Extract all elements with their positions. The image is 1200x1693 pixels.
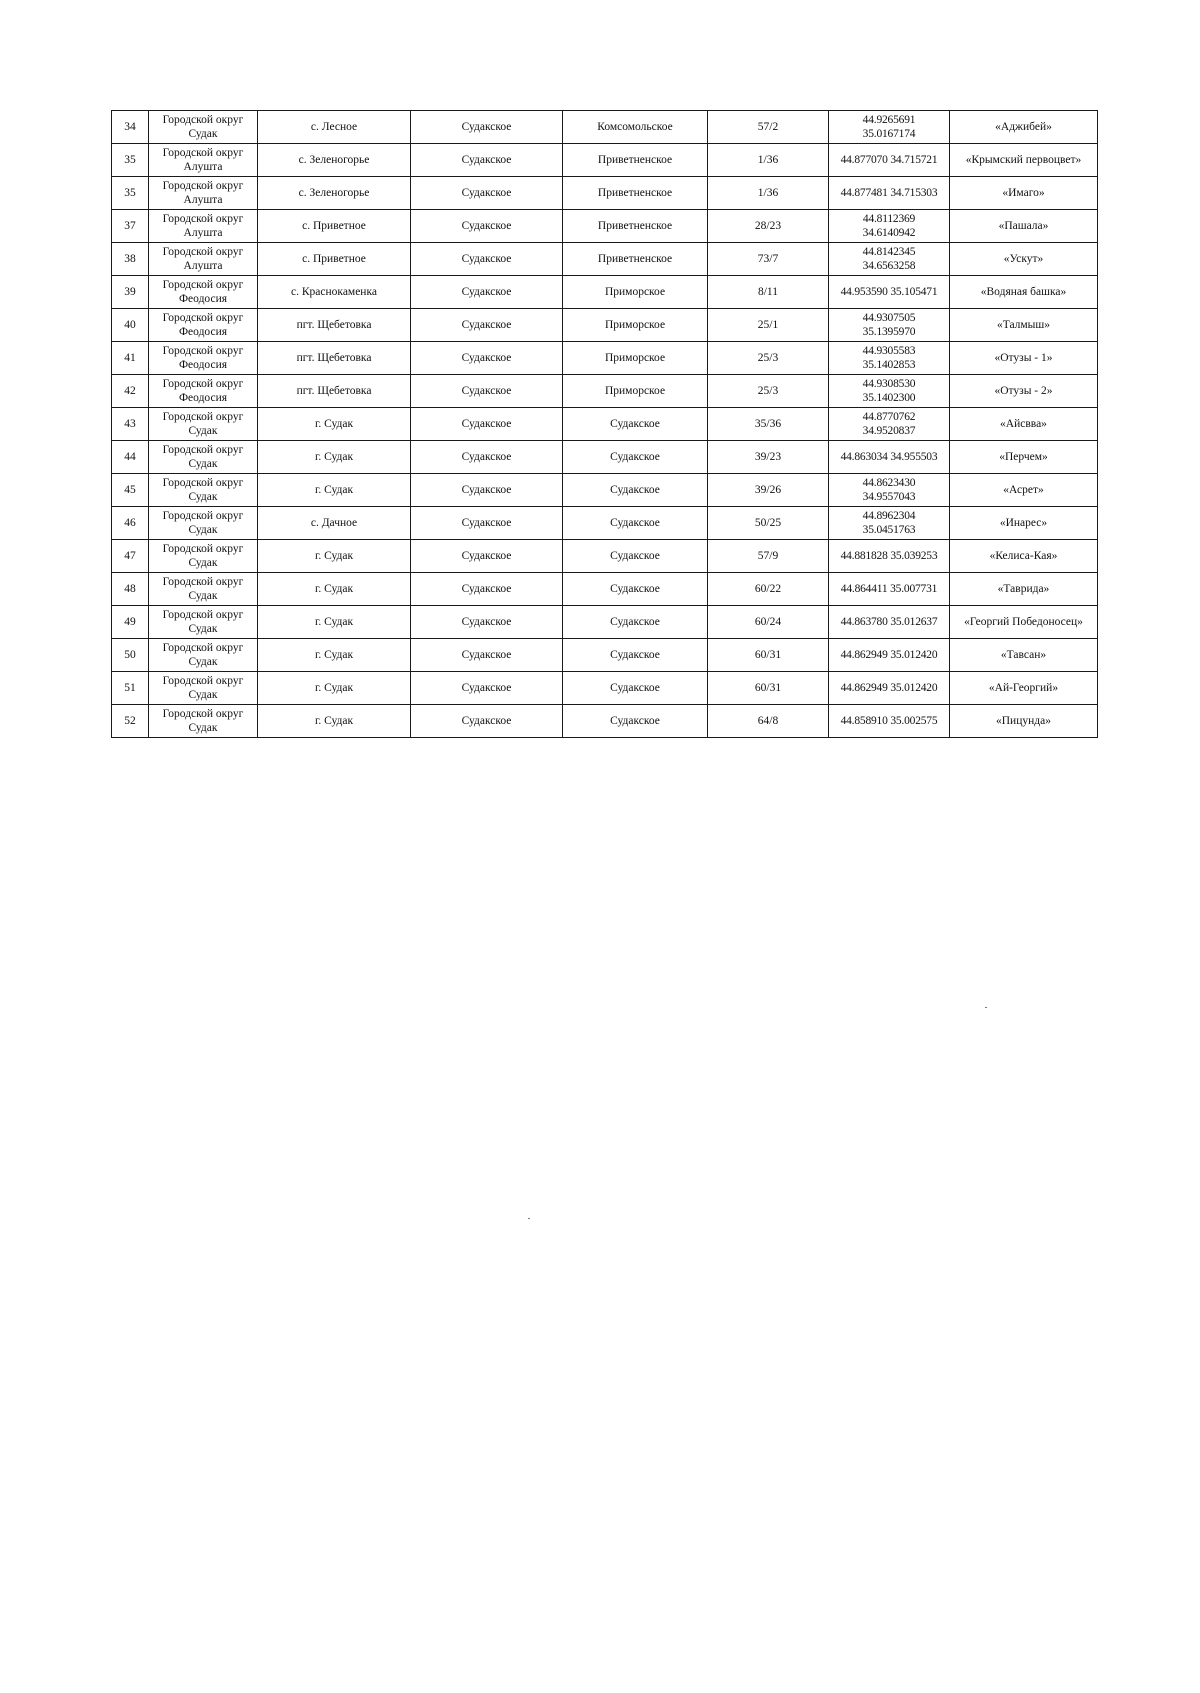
region-cell: Судакское	[411, 474, 563, 507]
block-cell: 1/36	[708, 177, 829, 210]
settlement-cell: пгт. Щебетовка	[258, 375, 411, 408]
forestry-cell: Приветненское	[563, 243, 708, 276]
district-cell-line-1: Городской округ	[162, 312, 244, 324]
district-cell	[149, 375, 258, 408]
district-cell-line-2: Алушта	[183, 227, 223, 239]
row-number: 41	[112, 342, 149, 375]
region-cell: Судакское	[411, 540, 563, 573]
coordinates-cell	[829, 672, 950, 705]
table-row	[112, 474, 1098, 507]
coordinates-cell-line-1: 44.881828 35.039253	[840, 550, 938, 562]
district-cell	[149, 672, 258, 705]
settlement-cell: пгт. Щебетовка	[258, 342, 411, 375]
row-number: 42	[112, 375, 149, 408]
district-cell-line-2: Судак	[188, 458, 218, 470]
district-cell	[149, 573, 258, 606]
forestry-cell: Судакское	[563, 540, 708, 573]
block-cell: 25/3	[708, 375, 829, 408]
coordinates-cell	[829, 540, 950, 573]
district-cell-line-1: Городской округ	[162, 345, 244, 357]
district-cell	[149, 276, 258, 309]
forestry-cell: Приморское	[563, 342, 708, 375]
coordinates-cell	[829, 639, 950, 672]
coordinates-cell-line-1: 44.9265691	[862, 114, 916, 126]
region-cell: Судакское	[411, 573, 563, 606]
region-cell: Судакское	[411, 441, 563, 474]
coordinates-cell-line-2: 35.1395970	[862, 326, 916, 338]
district-cell-line-2: Феодосия	[178, 359, 228, 371]
district-cell	[149, 441, 258, 474]
coordinates-cell	[829, 342, 950, 375]
region-cell: Судакское	[411, 111, 563, 144]
district-cell-line-1: Городской округ	[162, 378, 244, 390]
forestry-cell: Приветненское	[563, 144, 708, 177]
district-cell-line-1: Городской округ	[162, 543, 244, 555]
region-cell: Судакское	[411, 177, 563, 210]
forestry-cell: Судакское	[563, 507, 708, 540]
coordinates-cell	[829, 408, 950, 441]
region-cell: Судакское	[411, 705, 563, 738]
site-name-cell: «Тавсан»	[950, 639, 1098, 672]
district-cell-line-2: Судак	[188, 128, 218, 140]
scan-speck	[528, 1218, 530, 1219]
coordinates-cell-line-2: 35.0167174	[862, 128, 916, 140]
coordinates-cell-line-1: 44.863780 35.012637	[840, 616, 938, 628]
district-cell	[149, 177, 258, 210]
district-cell-line-1: Городской округ	[162, 180, 244, 192]
district-cell-line-2: Судак	[188, 491, 218, 503]
site-name-cell: «Аджибей»	[950, 111, 1098, 144]
site-name-cell: «Ускут»	[950, 243, 1098, 276]
block-cell: 60/22	[708, 573, 829, 606]
district-cell-line-1: Городской округ	[162, 147, 244, 159]
forestry-cell: Судакское	[563, 639, 708, 672]
district-cell	[149, 705, 258, 738]
table-row	[112, 507, 1098, 540]
district-cell	[149, 540, 258, 573]
table-row	[112, 540, 1098, 573]
forestry-cell: Приморское	[563, 276, 708, 309]
table-row	[112, 672, 1098, 705]
row-number: 39	[112, 276, 149, 309]
forestry-cell: Судакское	[563, 606, 708, 639]
block-cell: 39/26	[708, 474, 829, 507]
coordinates-cell	[829, 144, 950, 177]
row-number: 44	[112, 441, 149, 474]
table-row	[112, 441, 1098, 474]
coordinates-cell-line-1: 44.877070 34.715721	[840, 154, 938, 166]
block-cell: 25/1	[708, 309, 829, 342]
table-row	[112, 309, 1098, 342]
coordinates-cell	[829, 111, 950, 144]
site-name-cell: «Келиса-Кая»	[950, 540, 1098, 573]
region-cell: Судакское	[411, 639, 563, 672]
table-row	[112, 342, 1098, 375]
district-cell	[149, 408, 258, 441]
table-row	[112, 606, 1098, 639]
coordinates-cell-line-1: 44.9307505	[862, 312, 916, 324]
coordinates-cell-line-1: 44.858910 35.002575	[840, 715, 938, 727]
block-cell: 64/8	[708, 705, 829, 738]
district-cell-line-1: Городской округ	[162, 279, 244, 291]
table-row	[112, 210, 1098, 243]
district-cell	[149, 606, 258, 639]
region-cell: Судакское	[411, 507, 563, 540]
table-row	[112, 375, 1098, 408]
district-cell-line-1: Городской округ	[162, 609, 244, 621]
coordinates-cell	[829, 474, 950, 507]
coordinates-cell	[829, 606, 950, 639]
coordinates-cell-line-1: 44.8770762	[862, 411, 916, 423]
site-name-cell: «Перчем»	[950, 441, 1098, 474]
district-cell-line-1: Городской округ	[162, 444, 244, 456]
site-name-cell: «Крымский первоцвет»	[950, 144, 1098, 177]
site-name-cell: «Имаго»	[950, 177, 1098, 210]
table-row	[112, 408, 1098, 441]
coordinates-cell	[829, 243, 950, 276]
table-row	[112, 573, 1098, 606]
forestry-cell: Приветненское	[563, 210, 708, 243]
district-cell-line-1: Городской округ	[162, 510, 244, 522]
row-number: 50	[112, 639, 149, 672]
district-cell	[149, 309, 258, 342]
settlement-cell: с. Краснокаменка	[258, 276, 411, 309]
coordinates-cell	[829, 375, 950, 408]
coordinates-cell	[829, 276, 950, 309]
scan-speck	[985, 1007, 987, 1008]
district-cell	[149, 342, 258, 375]
site-name-cell: «Пашала»	[950, 210, 1098, 243]
district-cell	[149, 144, 258, 177]
coordinates-cell	[829, 177, 950, 210]
region-cell: Судакское	[411, 342, 563, 375]
site-name-cell: «Пицунда»	[950, 705, 1098, 738]
row-number: 45	[112, 474, 149, 507]
table-row	[112, 639, 1098, 672]
district-cell-line-1: Городской округ	[162, 114, 244, 126]
site-name-cell: «Георгий Победоносец»	[950, 606, 1098, 639]
region-cell: Судакское	[411, 243, 563, 276]
settlement-cell: г. Судак	[258, 606, 411, 639]
coordinates-cell-line-2: 34.9520837	[862, 425, 916, 437]
settlement-cell: г. Судак	[258, 672, 411, 705]
district-cell-line-2: Алушта	[183, 194, 223, 206]
settlement-cell: с. Лесное	[258, 111, 411, 144]
forestry-cell: Приморское	[563, 309, 708, 342]
block-cell: 60/31	[708, 639, 829, 672]
table-row	[112, 111, 1098, 144]
site-name-cell: «Айсвва»	[950, 408, 1098, 441]
settlement-cell: г. Судак	[258, 540, 411, 573]
row-number: 34	[112, 111, 149, 144]
settlement-cell: с. Приветное	[258, 243, 411, 276]
settlement-cell: с. Зеленогорье	[258, 144, 411, 177]
coordinates-cell-line-2: 35.1402300	[862, 392, 916, 404]
coordinates-cell	[829, 309, 950, 342]
table-row	[112, 276, 1098, 309]
row-number: 38	[112, 243, 149, 276]
table-row	[112, 243, 1098, 276]
district-cell-line-2: Судак	[188, 623, 218, 635]
block-cell: 60/24	[708, 606, 829, 639]
table-row	[112, 705, 1098, 738]
site-name-cell: «Таврида»	[950, 573, 1098, 606]
row-number: 46	[112, 507, 149, 540]
row-number: 43	[112, 408, 149, 441]
site-name-cell: «Водяная башка»	[950, 276, 1098, 309]
block-cell: 57/9	[708, 540, 829, 573]
settlement-cell: с. Дачное	[258, 507, 411, 540]
region-cell: Судакское	[411, 606, 563, 639]
district-cell-line-2: Судак	[188, 656, 218, 668]
table-row	[112, 177, 1098, 210]
site-name-cell: «Асрет»	[950, 474, 1098, 507]
coordinates-cell	[829, 441, 950, 474]
coordinates-cell-line-1: 44.862949 35.012420	[840, 649, 938, 661]
district-cell-line-1: Городской округ	[162, 675, 244, 687]
coordinates-cell-line-1: 44.864411 35.007731	[840, 583, 938, 595]
settlement-cell: с. Приветное	[258, 210, 411, 243]
district-cell-line-2: Судак	[188, 689, 218, 701]
block-cell: 50/25	[708, 507, 829, 540]
district-cell-line-1: Городской округ	[162, 576, 244, 588]
settlement-cell: с. Зеленогорье	[258, 177, 411, 210]
district-cell-line-2: Феодосия	[178, 326, 228, 338]
district-cell-line-2: Алушта	[183, 161, 223, 173]
row-number: 37	[112, 210, 149, 243]
district-cell-line-1: Городской округ	[162, 213, 244, 225]
forestry-cell: Судакское	[563, 441, 708, 474]
coordinates-cell-line-2: 35.0451763	[862, 524, 916, 536]
region-cell: Судакское	[411, 276, 563, 309]
coordinates-cell-line-2: 34.6563258	[862, 260, 916, 272]
region-cell: Судакское	[411, 210, 563, 243]
region-cell: Судакское	[411, 309, 563, 342]
row-number: 51	[112, 672, 149, 705]
district-cell	[149, 111, 258, 144]
coordinates-cell-line-1: 44.9305583	[862, 345, 916, 357]
district-cell-line-2: Феодосия	[178, 293, 228, 305]
registry-table	[111, 110, 1098, 738]
district-cell	[149, 507, 258, 540]
block-cell: 25/3	[708, 342, 829, 375]
settlement-cell: пгт. Щебетовка	[258, 309, 411, 342]
coordinates-cell-line-1: 44.863034 34.955503	[840, 451, 938, 463]
district-cell-line-2: Судак	[188, 425, 218, 437]
site-name-cell: «Ай-Георгий»	[950, 672, 1098, 705]
district-cell	[149, 210, 258, 243]
district-cell-line-2: Феодосия	[178, 392, 228, 404]
table-row	[112, 144, 1098, 177]
block-cell: 35/36	[708, 408, 829, 441]
region-cell: Судакское	[411, 672, 563, 705]
coordinates-cell-line-1: 44.9308530	[862, 378, 916, 390]
settlement-cell: г. Судак	[258, 573, 411, 606]
district-cell-line-1: Городской округ	[162, 246, 244, 258]
coordinates-cell-line-1: 44.862949 35.012420	[840, 682, 938, 694]
row-number: 48	[112, 573, 149, 606]
site-name-cell: «Талмыш»	[950, 309, 1098, 342]
row-number: 49	[112, 606, 149, 639]
block-cell: 57/2	[708, 111, 829, 144]
forestry-cell: Приморское	[563, 375, 708, 408]
coordinates-cell-line-1: 44.8112369	[862, 213, 916, 225]
coordinates-cell-line-2: 34.9557043	[862, 491, 916, 503]
coordinates-cell-line-1: 44.8623430	[862, 477, 916, 489]
coordinates-cell	[829, 573, 950, 606]
district-cell-line-2: Судак	[188, 557, 218, 569]
forestry-cell: Приветненское	[563, 177, 708, 210]
row-number: 35	[112, 177, 149, 210]
settlement-cell: г. Судак	[258, 639, 411, 672]
district-cell-line-1: Городской округ	[162, 411, 244, 423]
forestry-cell: Судакское	[563, 705, 708, 738]
table-body	[112, 111, 1098, 738]
coordinates-cell	[829, 705, 950, 738]
row-number: 52	[112, 705, 149, 738]
district-cell-line-2: Алушта	[183, 260, 223, 272]
row-number: 47	[112, 540, 149, 573]
block-cell: 8/11	[708, 276, 829, 309]
site-name-cell: «Инарес»	[950, 507, 1098, 540]
forestry-cell: Судакское	[563, 672, 708, 705]
coordinates-cell	[829, 507, 950, 540]
settlement-cell: г. Судак	[258, 408, 411, 441]
district-cell-line-2: Судак	[188, 722, 218, 734]
coordinates-cell-line-2: 35.1402853	[862, 359, 916, 371]
row-number: 35	[112, 144, 149, 177]
block-cell: 73/7	[708, 243, 829, 276]
district-cell-line-2: Судак	[188, 524, 218, 536]
coordinates-cell-line-1: 44.953590 35.105471	[840, 286, 938, 298]
coordinates-cell-line-1: 44.8142345	[862, 246, 916, 258]
site-name-cell: «Отузы - 1»	[950, 342, 1098, 375]
district-cell	[149, 243, 258, 276]
site-name-cell: «Отузы - 2»	[950, 375, 1098, 408]
forestry-cell: Комсомольское	[563, 111, 708, 144]
region-cell: Судакское	[411, 375, 563, 408]
forestry-cell: Судакское	[563, 408, 708, 441]
settlement-cell: г. Судак	[258, 705, 411, 738]
row-number: 40	[112, 309, 149, 342]
block-cell: 28/23	[708, 210, 829, 243]
district-cell-line-1: Городской округ	[162, 642, 244, 654]
district-cell	[149, 639, 258, 672]
district-cell-line-1: Городской округ	[162, 477, 244, 489]
forestry-cell: Судакское	[563, 573, 708, 606]
block-cell: 60/31	[708, 672, 829, 705]
district-cell-line-2: Судак	[188, 590, 218, 602]
region-cell: Судакское	[411, 144, 563, 177]
coordinates-cell-line-1: 44.8962304	[862, 510, 916, 522]
block-cell: 1/36	[708, 144, 829, 177]
settlement-cell: г. Судак	[258, 441, 411, 474]
coordinates-cell-line-1: 44.877481 34.715303	[840, 187, 938, 199]
block-cell: 39/23	[708, 441, 829, 474]
settlement-cell: г. Судак	[258, 474, 411, 507]
district-cell	[149, 474, 258, 507]
forestry-cell: Судакское	[563, 474, 708, 507]
coordinates-cell	[829, 210, 950, 243]
coordinates-cell-line-2: 34.6140942	[862, 227, 916, 239]
region-cell: Судакское	[411, 408, 563, 441]
district-cell-line-1: Городской округ	[162, 708, 244, 720]
